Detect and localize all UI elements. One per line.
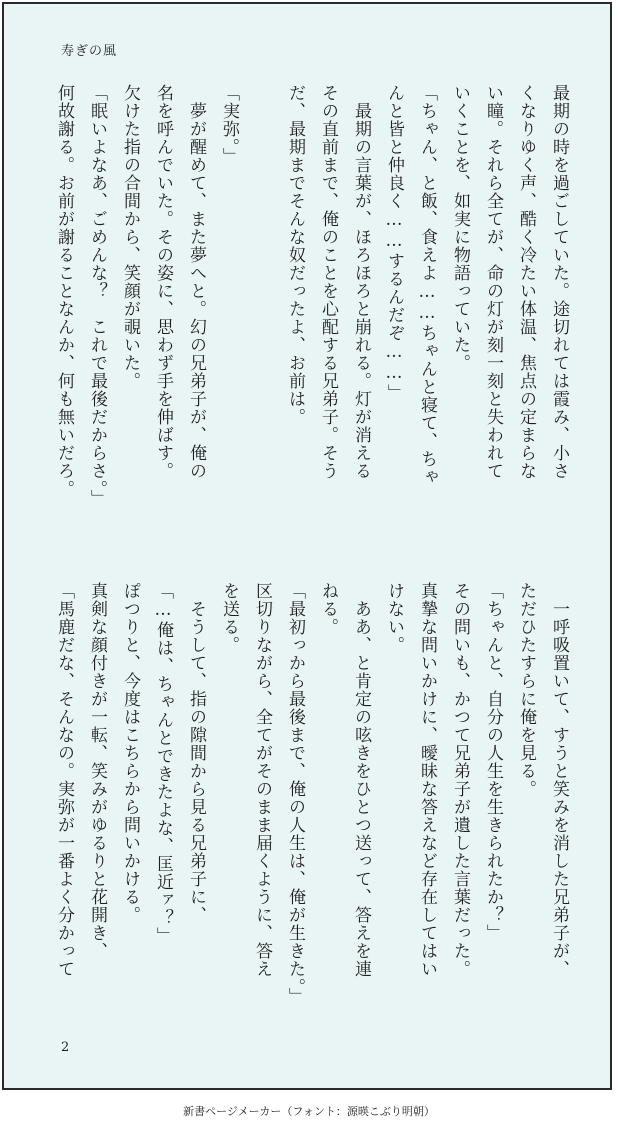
text-column: その直前まで、俺のことを心配する兄弟子。そう <box>318 84 338 480</box>
text-column: 「実弥。」 <box>219 84 239 166</box>
text-column: ただひたすらに俺を見る。 <box>516 582 536 798</box>
text-column: 「最初っから最後まで、俺の人生は、俺が生きた。」 <box>285 582 305 1006</box>
text-column: けない。 <box>384 582 404 654</box>
text-column: 真摯な問いかけに、曖昧な答えなど存在してはい <box>417 582 437 978</box>
text-column: 「ちゃん、と飯、食えよ……ちゃんと寝て、ちゃ <box>417 84 437 486</box>
text-column <box>247 84 277 554</box>
text-column: そうして、指の隙間から見る兄弟子に、 <box>186 582 206 924</box>
footer-credit: 新書ページメーカー（フォント：源暎こぶり明朝） <box>183 1105 435 1118</box>
text-column: だ、最期までそんな奴だったよ、お前は。 <box>285 84 305 426</box>
text-column: 「…俺は、ちゃんとできたよな、匡近ァ？」 <box>153 582 173 945</box>
bottom-text-block <box>4 582 614 1052</box>
page-number: 2 <box>61 1040 70 1055</box>
text-column: 真剣な顔付きが一転、笑みがゆるりと花開き、 <box>87 582 107 960</box>
text-column: 最期の時を過ごしていた。途切れては霞み、小さ <box>549 84 569 480</box>
text-column: くなりゆく声、酷く冷たい体温、焦点の定まらな <box>516 84 536 480</box>
text-column: 「眠いよなあ、ごめんな？ これで最後だからさ。」 <box>87 84 107 508</box>
top-text-block <box>4 84 614 554</box>
text-column: を送る。 <box>219 582 239 654</box>
text-column: い瞳。それら全てが、命の灯が刻一刻と失われて <box>483 84 503 480</box>
text-column: ああ、と肯定の呟きをひとつ送って、答えを連 <box>351 582 371 978</box>
text-column: んと皆と仲良く……するんだぞ……」 <box>384 84 404 402</box>
text-column: 「ちゃんと、自分の人生を生きられたか？」 <box>483 582 503 942</box>
running-title: 寿ぎの風 <box>61 44 118 59</box>
text-column: 「馬鹿だな、そんなの。実弥が一番よく分かって <box>54 582 74 978</box>
text-column: 一呼吸置いて、すうと笑みを消した兄弟子が、 <box>549 582 569 978</box>
text-column: 欠けた指の合間から、笑顔が覗いた。 <box>120 84 140 390</box>
text-column: 区切りながら、全てがそのまま届くように、答え <box>252 582 272 978</box>
text-column: その問いも、かつて兄弟子が遺した言葉だった。 <box>450 582 470 978</box>
text-column: ぽつりと、今度はこちらから問いかける。 <box>120 582 140 924</box>
text-column: 何故謝る。お前が謝ることなんか、何も無いだろ。 <box>54 84 74 498</box>
text-column: ねる。 <box>318 582 338 636</box>
text-column: 夢が醒めて、また夢へと。幻の兄弟子が、俺の <box>186 84 206 480</box>
page-frame <box>2 2 612 1090</box>
text-column: 最期の言葉が、ほろほろと崩れる。灯が消える <box>351 84 371 480</box>
text-column: いくことを、如実に物語っていた。 <box>450 84 470 372</box>
text-column: 名を呼んでいた。その姿に、思わず手を伸ばす。 <box>153 84 173 480</box>
